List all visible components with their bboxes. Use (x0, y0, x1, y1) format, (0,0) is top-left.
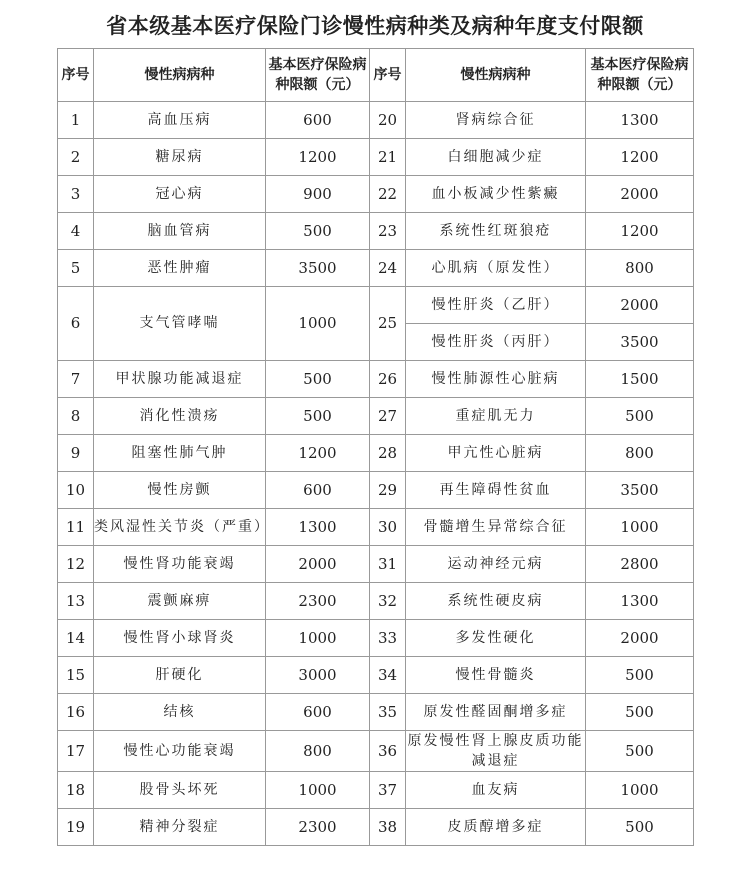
disease-name: 慢性肺源性心脏病 (406, 361, 586, 398)
header-limit: 基本医疗保险病种限额（元） (586, 49, 694, 102)
limit-amount: 500 (586, 694, 694, 731)
limit-amount: 2800 (586, 546, 694, 583)
header-disease: 慢性病病种 (94, 49, 266, 102)
limit-amount: 500 (266, 361, 370, 398)
row-number: 27 (370, 398, 406, 435)
limit-amount: 1200 (586, 213, 694, 250)
row-number: 10 (58, 472, 94, 509)
disease-name: 慢性骨髓炎 (406, 657, 586, 694)
limit-amount: 500 (266, 213, 370, 250)
row-number: 11 (58, 509, 94, 546)
header-limit: 基本医疗保险病种限额（元） (266, 49, 370, 102)
header-no: 序号 (58, 49, 94, 102)
disease-name: 糖尿病 (94, 139, 266, 176)
table-row (58, 472, 694, 509)
limit-amount: 1200 (266, 139, 370, 176)
limit-amount: 3500 (586, 472, 694, 509)
row-number: 8 (58, 398, 94, 435)
row-number: 28 (370, 435, 406, 472)
row-number: 17 (58, 731, 94, 772)
limit-amount: 800 (586, 435, 694, 472)
row-number: 14 (58, 620, 94, 657)
table-row (58, 250, 694, 287)
disease-name: 原发慢性肾上腺皮质功能减退症 (406, 731, 586, 772)
table-row (58, 435, 694, 472)
limit-amount: 1000 (266, 772, 370, 809)
disease-name: 血小板减少性紫癜 (406, 176, 586, 213)
disease-name: 慢性肝炎（乙肝） (406, 287, 586, 324)
row-number: 5 (58, 250, 94, 287)
row-number: 31 (370, 546, 406, 583)
table-row (58, 398, 694, 435)
row-number: 32 (370, 583, 406, 620)
row-number: 20 (370, 102, 406, 139)
table-row (58, 731, 694, 772)
limit-amount: 1500 (586, 361, 694, 398)
table-row (58, 176, 694, 213)
row-number: 25 (370, 287, 406, 361)
row-number: 13 (58, 583, 94, 620)
row-number: 3 (58, 176, 94, 213)
row-number: 15 (58, 657, 94, 694)
limit-amount: 600 (266, 694, 370, 731)
disease-name: 白细胞减少症 (406, 139, 586, 176)
row-number: 26 (370, 361, 406, 398)
limit-amount: 800 (586, 250, 694, 287)
limit-amount: 500 (266, 398, 370, 435)
row-number: 29 (370, 472, 406, 509)
row-number: 24 (370, 250, 406, 287)
disease-name: 多发性硬化 (406, 620, 586, 657)
disease-name: 系统性硬皮病 (406, 583, 586, 620)
limit-amount: 500 (586, 731, 694, 772)
disease-name: 精神分裂症 (94, 809, 266, 846)
limit-amount: 500 (586, 657, 694, 694)
disease-name: 脑血管病 (94, 213, 266, 250)
table-row (58, 546, 694, 583)
row-number: 18 (58, 772, 94, 809)
disease-name: 高血压病 (94, 102, 266, 139)
disease-name: 运动神经元病 (406, 546, 586, 583)
limit-amount: 1300 (586, 102, 694, 139)
limit-amount: 2000 (586, 620, 694, 657)
limit-amount: 600 (266, 472, 370, 509)
page-title: 省本级基本医疗保险门诊慢性病种类及病种年度支付限额 (106, 14, 644, 38)
disease-name: 结核 (94, 694, 266, 731)
row-number: 35 (370, 694, 406, 731)
disease-name: 恶性肿瘤 (94, 250, 266, 287)
table-header-row (58, 49, 694, 102)
table-row (58, 620, 694, 657)
row-number: 37 (370, 772, 406, 809)
limit-amount: 3000 (266, 657, 370, 694)
disease-name: 慢性肝炎（丙肝） (406, 324, 586, 361)
disease-name: 血友病 (406, 772, 586, 809)
row-number: 9 (58, 435, 94, 472)
disease-name: 皮质醇增多症 (406, 809, 586, 846)
table-row (58, 213, 694, 250)
row-number: 4 (58, 213, 94, 250)
row-number: 2 (58, 139, 94, 176)
row-number: 16 (58, 694, 94, 731)
disease-name: 慢性肾小球肾炎 (94, 620, 266, 657)
row-number: 36 (370, 731, 406, 772)
limit-amount: 1000 (266, 620, 370, 657)
disease-name: 骨髓增生异常综合征 (406, 509, 586, 546)
limit-amount: 900 (266, 176, 370, 213)
disease-name: 肾病综合征 (406, 102, 586, 139)
limit-amount: 2000 (586, 176, 694, 213)
disease-name: 阻塞性肺气肿 (94, 435, 266, 472)
limit-amount: 3500 (266, 250, 370, 287)
limit-amount: 1000 (266, 287, 370, 361)
limit-amount: 1000 (586, 772, 694, 809)
disease-name: 支气管哮喘 (94, 287, 266, 361)
table-row (58, 102, 694, 139)
row-number: 22 (370, 176, 406, 213)
table-row (58, 583, 694, 620)
limit-amount: 500 (586, 398, 694, 435)
disease-name: 消化性溃疡 (94, 398, 266, 435)
disease-name: 慢性房颤 (94, 472, 266, 509)
disease-name: 震颤麻痹 (94, 583, 266, 620)
disease-name: 慢性肾功能衰竭 (94, 546, 266, 583)
table-row (58, 509, 694, 546)
row-number: 23 (370, 213, 406, 250)
limit-amount: 3500 (586, 324, 694, 361)
limit-amount: 1200 (266, 435, 370, 472)
disease-name: 原发性醛固酮增多症 (406, 694, 586, 731)
disease-name: 甲亢性心脏病 (406, 435, 586, 472)
limit-amount: 2300 (266, 583, 370, 620)
header-no: 序号 (370, 49, 406, 102)
limit-amount: 800 (266, 731, 370, 772)
table-row (58, 772, 694, 809)
disease-name: 慢性心功能衰竭 (94, 731, 266, 772)
disease-name: 心肌病（原发性） (406, 250, 586, 287)
limit-amount: 1000 (586, 509, 694, 546)
header-disease: 慢性病病种 (406, 49, 586, 102)
limit-amount: 1200 (586, 139, 694, 176)
disease-name: 甲状腺功能减退症 (94, 361, 266, 398)
limit-amount: 2300 (266, 809, 370, 846)
row-number: 38 (370, 809, 406, 846)
table-row (58, 361, 694, 398)
disease-name: 再生障碍性贫血 (406, 472, 586, 509)
row-number: 21 (370, 139, 406, 176)
row-number: 34 (370, 657, 406, 694)
table-row (58, 657, 694, 694)
row-number: 12 (58, 546, 94, 583)
table-row (58, 139, 694, 176)
disease-name: 系统性红斑狼疮 (406, 213, 586, 250)
disease-name: 股骨头坏死 (94, 772, 266, 809)
row-number: 33 (370, 620, 406, 657)
chronic-disease-table (57, 48, 694, 846)
table-row (58, 287, 694, 324)
table-row (58, 809, 694, 846)
row-number: 6 (58, 287, 94, 361)
limit-amount: 2000 (586, 287, 694, 324)
limit-amount: 500 (586, 809, 694, 846)
row-number: 30 (370, 509, 406, 546)
row-number: 19 (58, 809, 94, 846)
row-number: 7 (58, 361, 94, 398)
table-body (58, 102, 694, 846)
disease-name: 肝硬化 (94, 657, 266, 694)
disease-name: 冠心病 (94, 176, 266, 213)
limit-amount: 1300 (266, 509, 370, 546)
limit-amount: 600 (266, 102, 370, 139)
disease-name: 重症肌无力 (406, 398, 586, 435)
table-row (58, 694, 694, 731)
limit-amount: 1300 (586, 583, 694, 620)
limit-amount: 2000 (266, 546, 370, 583)
disease-name: 类风湿性关节炎（严重） (94, 509, 266, 546)
row-number: 1 (58, 102, 94, 139)
